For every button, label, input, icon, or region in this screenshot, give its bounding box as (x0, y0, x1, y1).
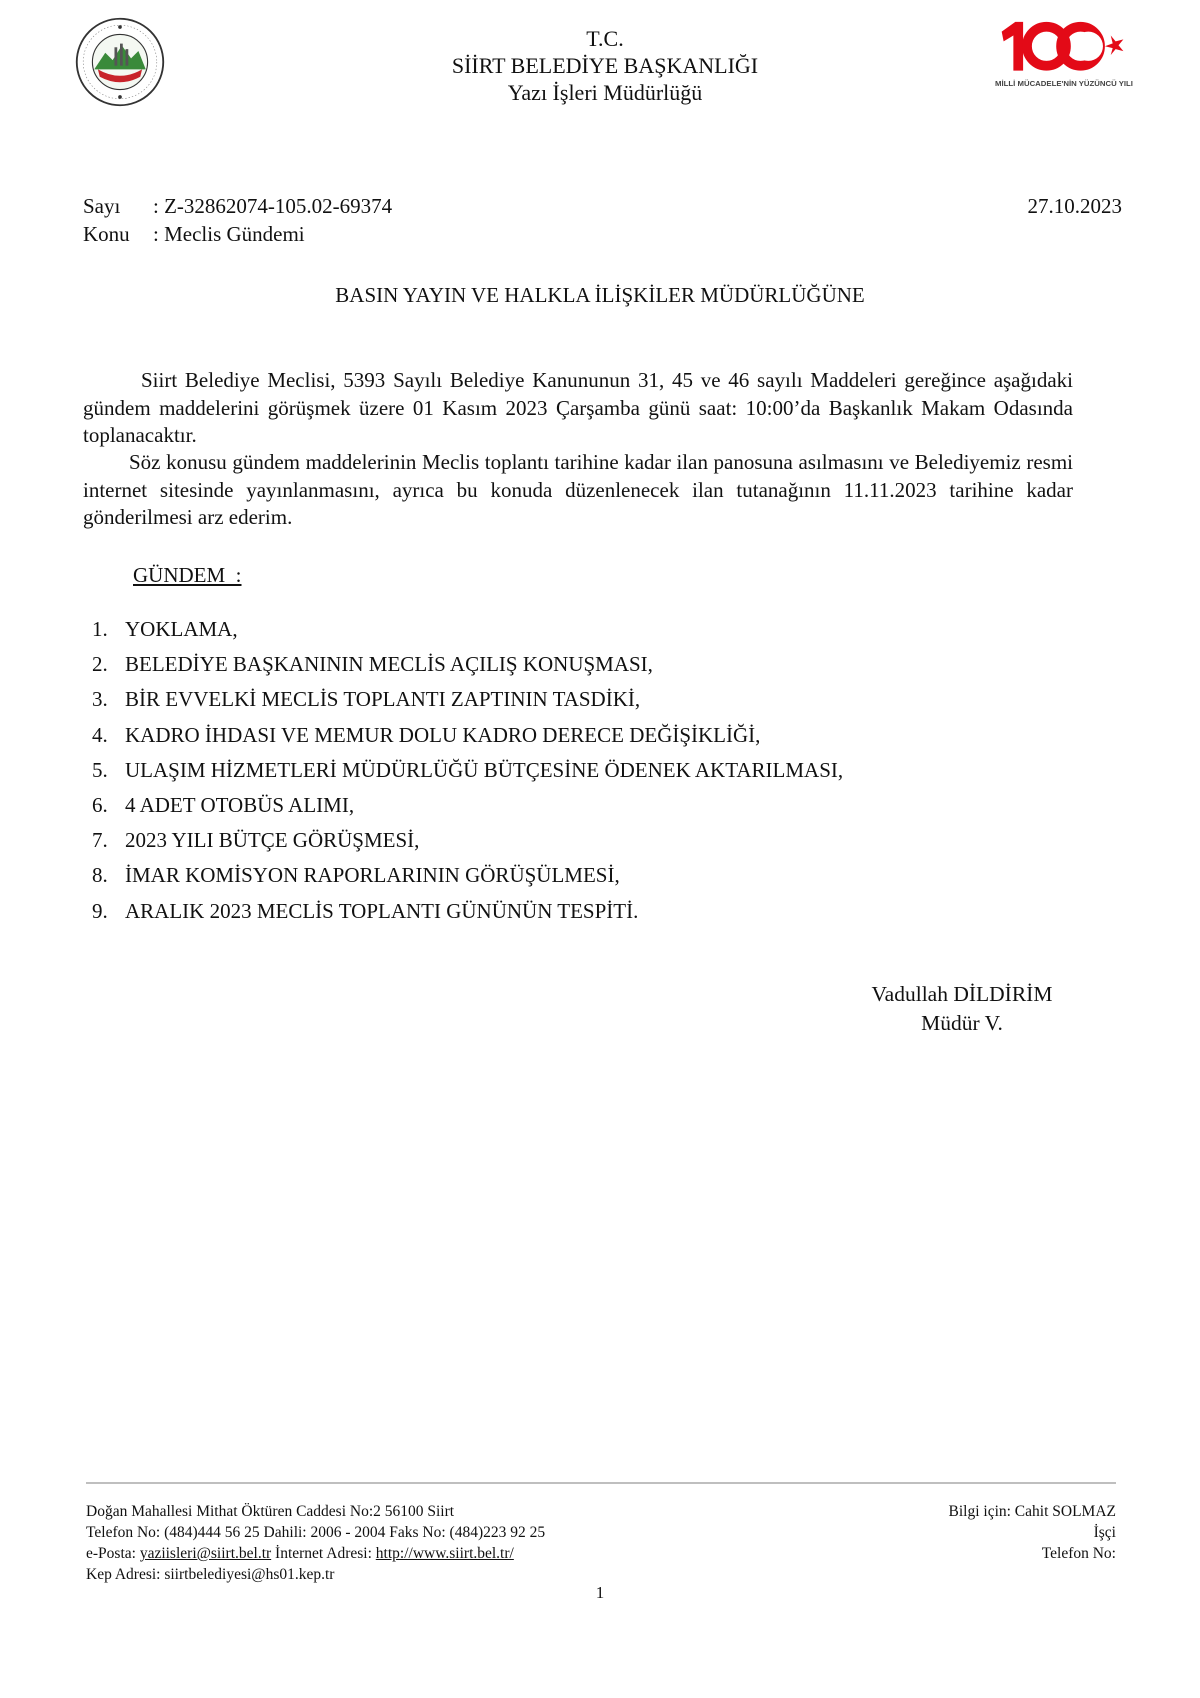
signature-block (862, 980, 1062, 1038)
agenda-item-number: 8. (92, 863, 108, 888)
agenda-item-text: 2023 YILI BÜTÇE GÖRÜŞMESİ, (125, 828, 420, 853)
agenda-item-text: BİR EVVELKİ MECLİS TOPLANTI ZAPTININ TASDİKİ, (125, 687, 641, 712)
agenda-item (92, 718, 992, 753)
agenda-item-number: 7. (92, 828, 108, 853)
agenda-item (92, 823, 992, 858)
letterhead (400, 25, 810, 106)
agenda-item-text: ARALIK 2023 MECLİS TOPLANTI GÜNÜNÜN TESPİTİ. (125, 898, 639, 923)
agenda-item (92, 788, 992, 823)
agenda-item-number: 6. (92, 792, 108, 817)
agenda-item (92, 682, 992, 717)
agenda-item (92, 894, 992, 929)
agenda-item-text: BELEDİYE BAŞKANININ MECLİS AÇILIŞ KONUŞMASI, (125, 652, 653, 677)
footer-divider (86, 1482, 1116, 1484)
agenda-item-number: 4. (92, 722, 108, 747)
svg-text:MİLLİ MÜCADELE'NİN YÜZÜNCÜ YIL: MİLLİ MÜCADELE'NİN YÜZÜNCÜ YILI (995, 79, 1133, 89)
agenda-list (92, 612, 992, 929)
footer-contact (86, 1501, 545, 1585)
agenda-item-text: 4 ADET OTOBÜS ALIMI, (125, 792, 355, 817)
info-phone: Telefon No: (1041, 1545, 1116, 1562)
body-paragraph-2: Söz konusu gündem maddelerinin Meclis toplantı tarihine kadar ilan panosuna asılmasını ve Belediyemiz resmi internet sitesinde yayınlanmasını, ayrıca bu konuda düzenlenecek ilan tutanağının 11.11.2023 tarihine kadar gönderilmesi arz ederim. (83, 450, 1073, 529)
page-number: 1 (595, 1583, 605, 1602)
document-number: : Z-32862074-105.02-69374 (153, 194, 393, 218)
signatory-name: Vadullah DİLDİRİM (871, 982, 1053, 1006)
agenda-item (92, 612, 992, 647)
agenda-item-text: YOKLAMA, (125, 617, 238, 641)
agenda-item-text: KADRO İHDASI VE MEMUR DOLU KADRO DERECE DEĞİŞİKLİĞİ, (125, 722, 761, 747)
subject-label: Konu (83, 222, 130, 246)
header-department: Yazı İşleri Müdürlüğü (507, 80, 703, 105)
agenda-item-number: 1. (92, 617, 108, 641)
header-institution: SİİRT BELEDİYE BAŞKANLIĞI (451, 53, 759, 78)
info-role: İşçi (1093, 1524, 1116, 1541)
email-label: e-Posta: (86, 1545, 136, 1562)
signatory-title: Müdür V. (921, 1011, 1003, 1035)
agenda-item (92, 858, 992, 893)
info-contact: Bilgi için: Cahit SOLMAZ (948, 1503, 1116, 1520)
body-paragraph-1: Siirt Belediye Meclisi, 5393 Sayılı Belediye Kanununun 31, 45 ve 46 sayılı Maddeleri gereğince aşağıdaki gündem maddelerini görüşmek üzere 01 Kasım 2023 Çarşamba günü saat: 10:00’da Başkanlık Makam Odasında toplanacaktır. (83, 368, 1073, 447)
agenda-item-number: 9. (92, 898, 108, 923)
municipality-seal (74, 16, 166, 108)
website-link[interactable]: http://www.siirt.bel.tr/ (375, 1545, 514, 1562)
agenda-item-text: ULAŞIM HİZMETLERİ MÜDÜRLÜĞÜ BÜTÇESİNE ÖDENEK AKTARILMASI, (125, 757, 844, 782)
recipient: BASIN YAYIN VE HALKLA İLİŞKİLER MÜDÜRLÜĞÜNE (335, 283, 865, 307)
header-country: T.C. (586, 26, 624, 51)
agenda-item-number: 3. (92, 687, 108, 712)
footer-links (86, 1543, 545, 1564)
web-label: İnternet Adresi: (275, 1545, 372, 1562)
agenda-item-number: 2. (92, 652, 108, 677)
footer-kep: Kep Adresi: siirtbelediyesi@hs01.kep.tr (86, 1566, 335, 1583)
agenda-item-number: 5. (92, 757, 108, 782)
document-date: 27.10.2023 (1027, 194, 1122, 218)
subject-value: : Meclis Gündemi (153, 222, 305, 246)
agenda-title: GÜNDEM : (133, 563, 242, 587)
footer-phone: Telefon No: (484)444 56 25 Dahili: 2006 - 2004 Faks No: (484)223 92 25 (86, 1524, 546, 1541)
agenda-item (92, 647, 992, 682)
centenary-logo (995, 18, 1133, 92)
agenda-item-text: İMAR KOMİSYON RAPORLARININ GÖRÜŞÜLMESİ, (125, 863, 620, 888)
agenda-item (92, 753, 992, 788)
number-label: Sayı (83, 194, 121, 218)
footer-address: Doğan Mahallesi Mithat Öktüren Caddesi No:2 56100 Siirt (86, 1503, 455, 1520)
email-link[interactable]: yaziisleri@siirt.bel.tr (139, 1545, 272, 1562)
footer-info (949, 1501, 1117, 1564)
